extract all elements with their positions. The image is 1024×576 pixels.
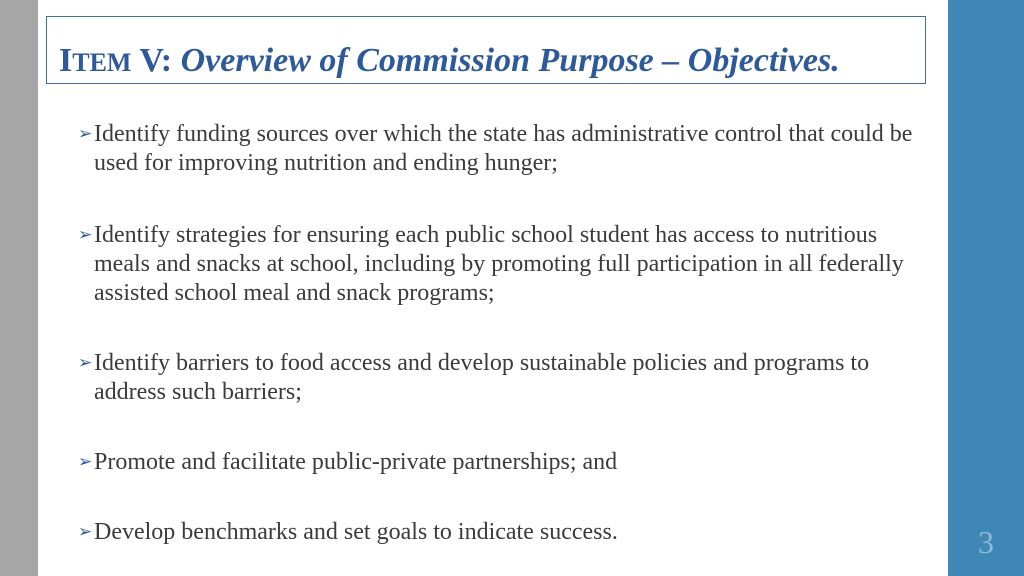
arrowhead-bullet-icon: ➢ [78, 353, 93, 373]
bullet-text: Identify barriers to food access and develop sustainable policies and programs to address such barriers; [94, 350, 870, 405]
right-accent-bar [948, 0, 1024, 576]
title-item-number: V: [131, 42, 173, 79]
title-small-caps: TEM [72, 48, 132, 77]
left-accent-bar [0, 0, 38, 576]
list-item [78, 120, 928, 178]
arrowhead-bullet-icon: ➢ [78, 452, 93, 472]
bullet-text: Identify strategies for ensuring each public school student has access to nutritious meals and snacks at school, including by promoting full participation in all federally assisted school meal and snack programs; [94, 222, 904, 306]
list-item [78, 448, 928, 477]
list-item [78, 221, 928, 308]
bullet-text: Identify funding sources over which the state has administrative control that could be used for improving nutrition and ending hunger; [94, 121, 913, 176]
bullet-text: Develop benchmarks and set goals to indicate success. [94, 519, 618, 545]
arrowhead-bullet-icon: ➢ [78, 225, 93, 245]
list-item [78, 518, 928, 547]
title-box [46, 16, 926, 84]
title-subject: Overview of Commission Purpose – Objectives. [172, 42, 840, 79]
arrowhead-bullet-icon: ➢ [78, 124, 93, 144]
arrowhead-bullet-icon: ➢ [78, 522, 93, 542]
bullet-text: Promote and facilitate public-private partnerships; and [94, 449, 618, 475]
list-item [78, 349, 928, 407]
title-initial-letter: I [59, 42, 73, 79]
page-number: 3 [978, 524, 994, 560]
slide-title [59, 41, 840, 83]
